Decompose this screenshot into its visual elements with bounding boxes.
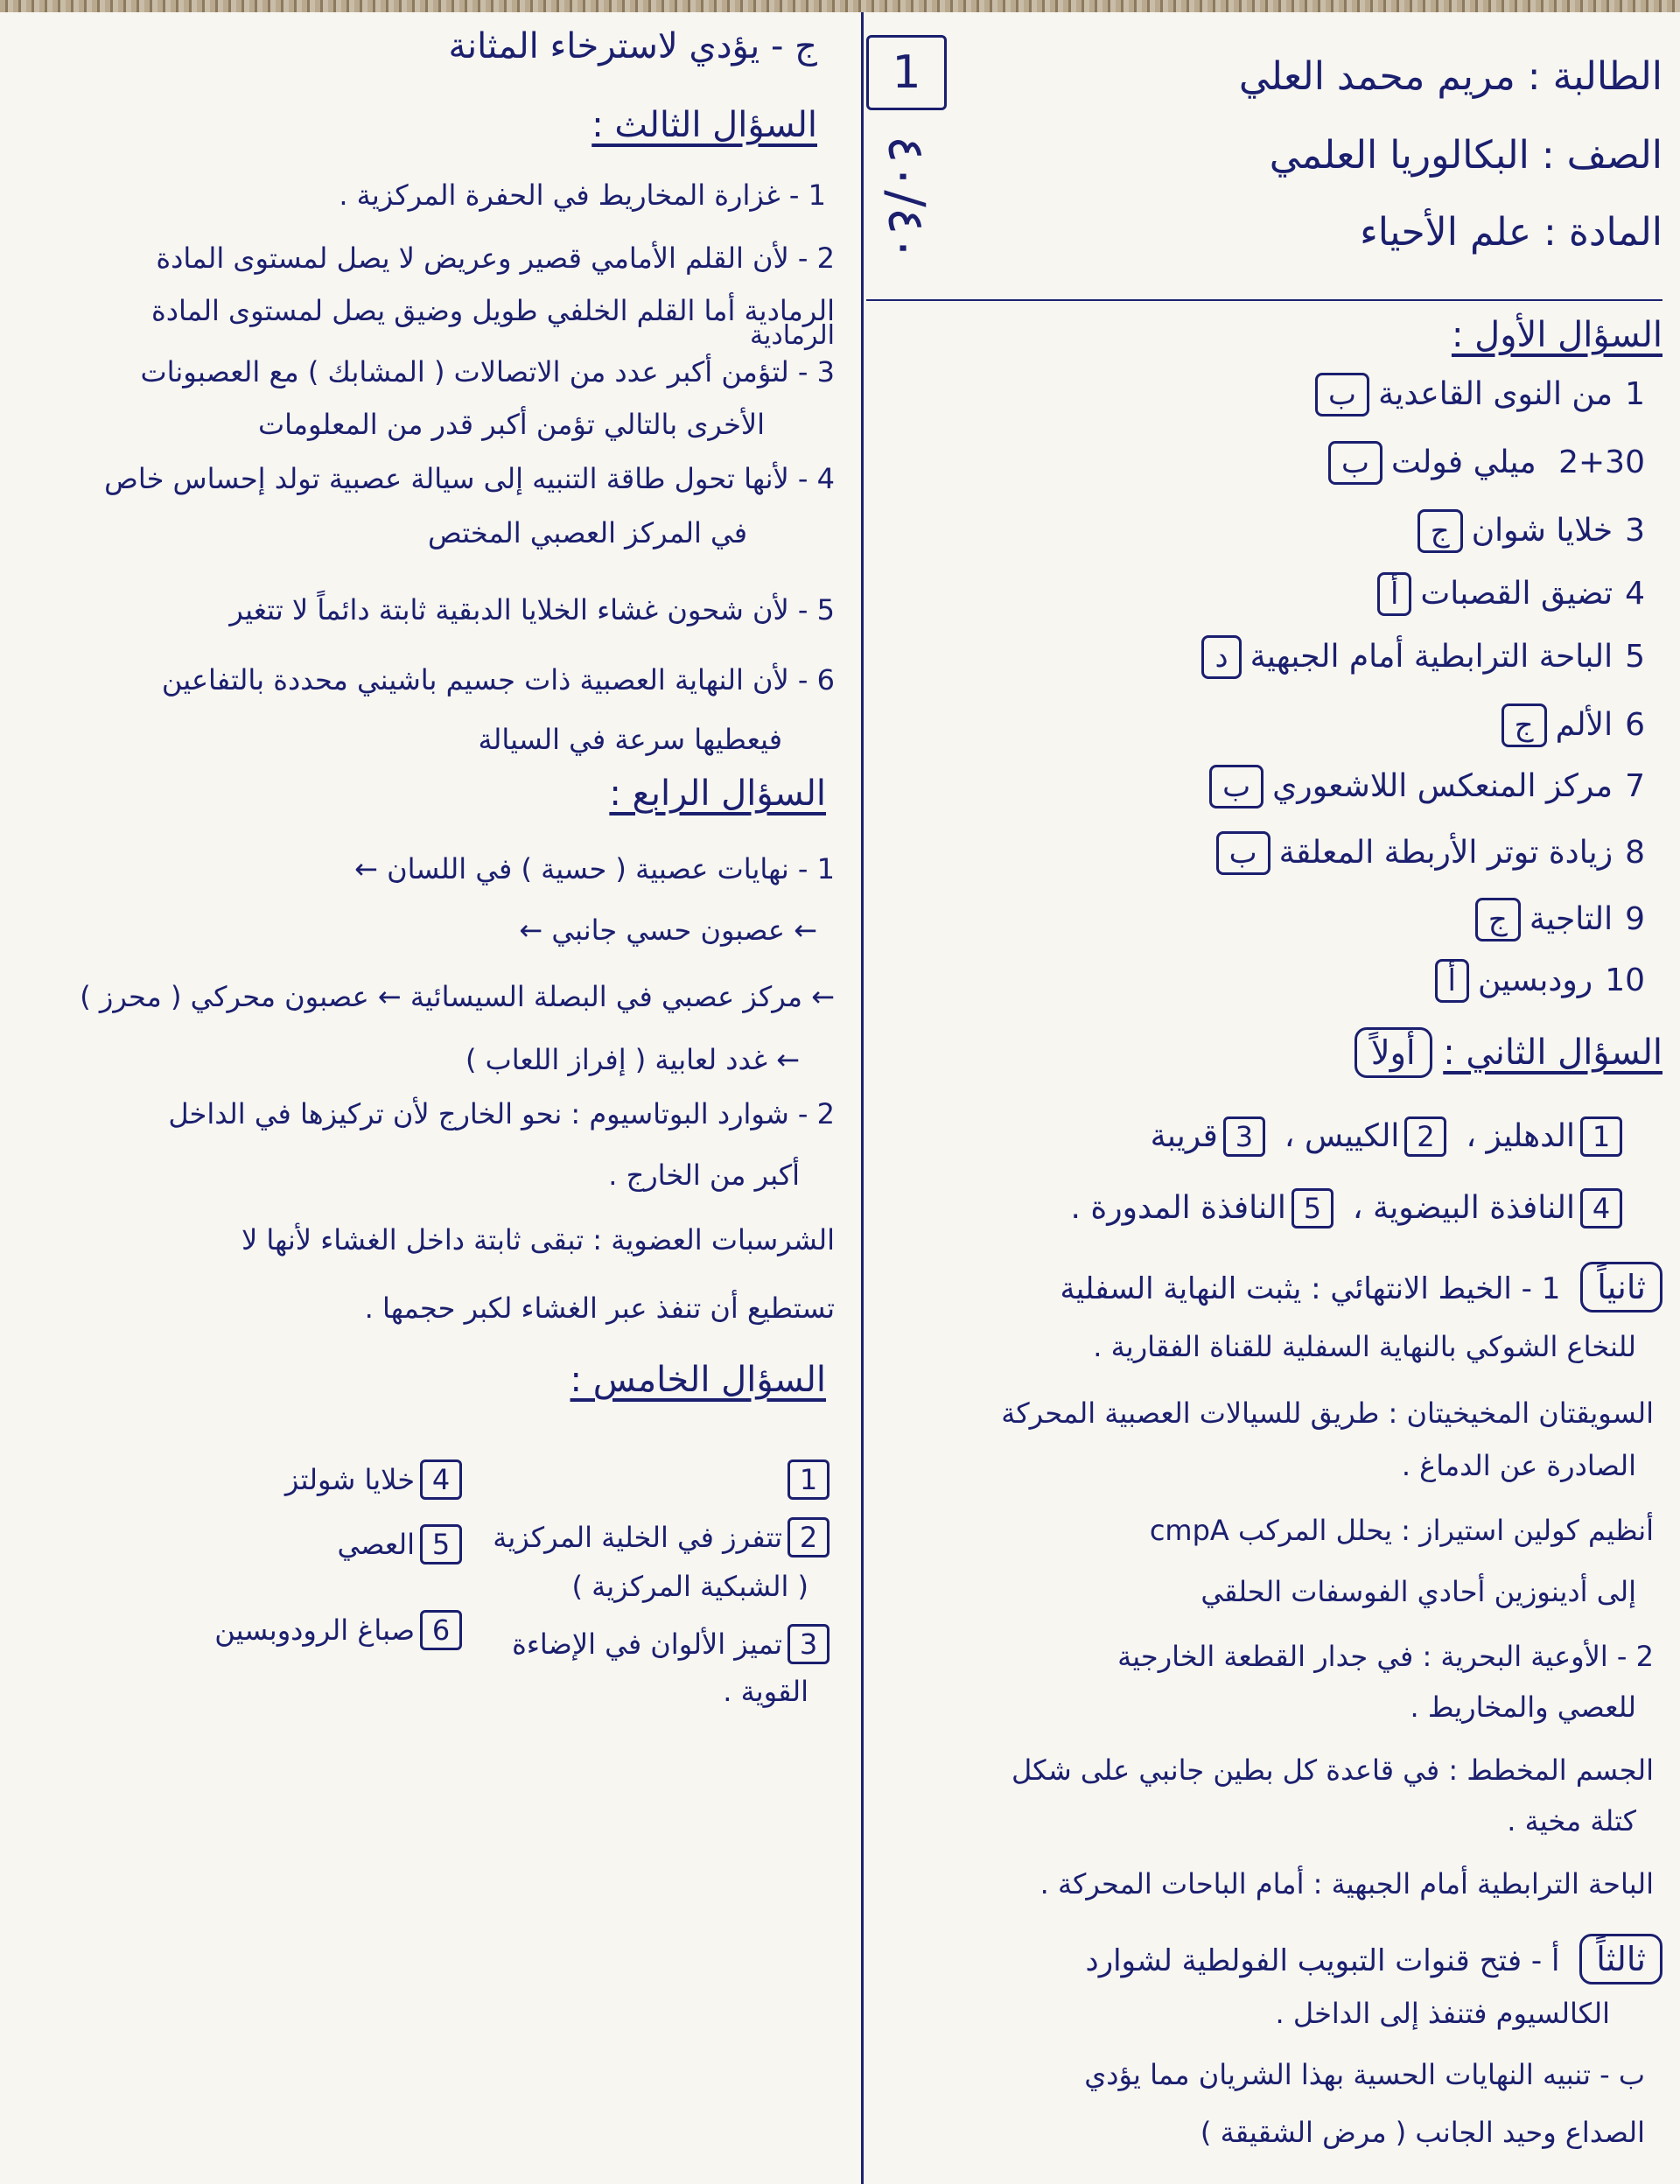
q4-answer-line: ← مركز عصبي في البصلة السيسائية ← عصبون محركي ( محرز ) (80, 980, 835, 1013)
q1-item-choice: ب (1315, 373, 1369, 416)
q2-part1-line2 (1056, 1188, 1628, 1228)
q1-item-text: تضيق القصبات (1420, 576, 1614, 612)
q2-part1-line1 (1137, 1116, 1628, 1157)
q4-answer-line: 1 - نهايات عصبية ( حسية ) في اللسان ← (354, 852, 835, 886)
q1-item-number: 4 (1625, 576, 1645, 612)
q3-answer-line: 5 - لأن شحون غشاء الخلايا الدبقية ثابتة دائماً لا تتغير (229, 593, 835, 626)
q1-item-text: التاجية (1529, 901, 1614, 937)
q1-item-number: 7 (1625, 768, 1645, 804)
q1-item (1426, 959, 1645, 1003)
q4-answer-line: أكبر من الخارج . (608, 1158, 800, 1192)
q1-item-number: 9 (1625, 901, 1645, 937)
q1-item-choice: ب (1216, 831, 1270, 875)
q5-answer-text: العصي (337, 1528, 415, 1561)
q3-answer-line: في المركز العصبي المختص (428, 516, 747, 550)
q1-item-text: الباحة الترابطية أمام الجبهية (1250, 639, 1614, 675)
q1-item-text: زيادة توتر الأربطة المعلقة (1278, 835, 1614, 871)
q4-answer-line: 2 - شوارد البوتاسيوم : نحو الخارج لأن تركيزها في الداخل (168, 1097, 835, 1130)
q4-answer-line: ← عصبون حسي جانبي ← (519, 914, 817, 947)
q2-blank-number: 1 (1580, 1116, 1622, 1157)
q1-item-text: +30 ميلي فولت (1391, 444, 1645, 480)
q2-part2-line: 1 - الخيط الانتهائي : يثبت النهاية السفلية (1060, 1271, 1561, 1306)
q5-answer-text: تميز الألوان في الإضاءة (512, 1628, 782, 1661)
q2-part3-line: الكالسيوم فتنفذ إلى الداخل . (1275, 1997, 1610, 2030)
q1-item-choice: ب (1328, 441, 1382, 485)
q3-answer-line: 2 - لأن القلم الأمامي قصير وعريض لا يصل لمستوى المادة (156, 242, 835, 275)
q4-title: السؤال الرابع : (609, 774, 826, 814)
q1-item-number: 8 (1625, 835, 1645, 871)
q5-answer-number: 2 (788, 1517, 830, 1558)
q5-answer-number: 3 (788, 1624, 830, 1664)
q2-blank-answer: قريبة (1150, 1118, 1218, 1154)
q1-item-text: خلايا شوان (1471, 513, 1614, 549)
q1-item-number: 3 (1625, 513, 1645, 549)
q1-item (1306, 373, 1645, 416)
q1-item (1409, 509, 1645, 553)
q1-item (1200, 765, 1645, 808)
q2-part1-label: أولاً (1354, 1027, 1432, 1078)
q4-answer-line: تستطيع أن تنفذ عبر الغشاء لكبر حجمها . (364, 1292, 835, 1325)
q5-answer-text: ( الشبكية المركزية ) (571, 1570, 808, 1603)
q1-item-number: 10 (1605, 962, 1645, 998)
q1-item-text: الألم (1555, 707, 1614, 743)
column-divider (861, 12, 864, 2184)
q1-item-choice: ج (1502, 704, 1547, 747)
q1-continuation: ج - يؤدي لاسترخاء المثانة (448, 26, 817, 66)
q1-item-text: رودبسين (1477, 962, 1593, 998)
q2-part2-line: الباحة الترابطية أمام الجبهية : أمام الباحات المحركة . (1040, 1867, 1654, 1900)
q1-item (1368, 572, 1645, 616)
q2-part3-line: أ - فتح قنوات التبويب الفولطية لشوارد (1085, 1943, 1560, 1978)
q2-part2-line: للنخاع الشوكي بالنهاية السفلية للقناة الفقارية . (1093, 1330, 1636, 1363)
q5-answer-number: 1 (788, 1460, 830, 1500)
q3-answer-line: 3 - لتؤمن أكبر عدد من الاتصالات ( المشابك ) مع العصبونات (140, 355, 835, 388)
q5-answer-number: 4 (420, 1460, 462, 1500)
q2-title: السؤال الثاني : (1443, 1032, 1662, 1073)
student-class: الصف : البكالوريا العلمي (1269, 133, 1662, 178)
q2-blank-answer: النافذة البيضوية ، (1352, 1190, 1575, 1226)
q1-item (1208, 831, 1645, 875)
q5-answer (571, 1570, 808, 1603)
q5-answer-number: 6 (420, 1610, 462, 1650)
q2-blank-answer: النافذة المدورة . (1070, 1190, 1286, 1226)
q1-item-number: 6 (1625, 707, 1645, 743)
header-separator (866, 299, 1662, 301)
q1-item (1193, 635, 1645, 679)
q2-blank-number: 4 (1580, 1188, 1622, 1228)
q1-item-choice: د (1201, 635, 1241, 679)
q2-blank-number: 5 (1292, 1188, 1334, 1228)
q2-part2-line: الجسم المخطط : في قاعدة كل بطين جانبي على شكل (1011, 1754, 1654, 1787)
q1-item (1466, 898, 1645, 942)
q5-answer (782, 1460, 835, 1500)
q1-item-text: من النوى القاعدية (1378, 376, 1614, 412)
q3-answer-line: الرمادية أما القلم الخلفي طويل وضيق يصل لمستوى المادة (150, 294, 835, 327)
q1-title: السؤال الأول : (1451, 315, 1662, 355)
q1-item-choice: أ (1377, 572, 1411, 616)
q5-answer (512, 1624, 835, 1664)
q2-heading (1344, 1027, 1662, 1078)
q5-title: السؤال الخامس : (570, 1360, 826, 1400)
q3-answer-line: 4 - لأنها تحول طاقة التنبيه إلى سيالة عصبية تولد إحساس خاص (104, 462, 835, 495)
q5-answer (493, 1517, 835, 1558)
q2-blank-answer: الدهليز ، (1466, 1118, 1575, 1154)
q5-answer (285, 1460, 467, 1500)
q5-answer-text: صباغ الرودوبسين (214, 1614, 415, 1647)
page-number-box: 1 (866, 35, 947, 110)
student-name: الطالبة : مريم محمد العلي (1238, 54, 1662, 99)
q2-blank-answer: الكييس ، (1284, 1118, 1400, 1154)
q2-part3-line: ب - تنبيه النهايات الحسية بهذا الشريان مما يؤدي (1084, 2058, 1645, 2091)
grade-mark: ٤٠/٤٠ (877, 135, 936, 262)
exam-subject: المادة : علم الأحياء (1360, 210, 1662, 255)
q2-part2-line: الصادرة عن الدماغ . (1401, 1449, 1636, 1482)
q5-answer-text: القوية . (723, 1675, 808, 1708)
q1-item-choice: ج (1475, 898, 1521, 942)
q3-title: السؤال الثالث : (592, 105, 817, 145)
q3-answer-line: الأخرى بالتالي تؤمن أكبر قدر من المعلومات (257, 408, 765, 441)
q2-part2-first (1060, 1262, 1662, 1312)
q1-item-choice: أ (1435, 959, 1469, 1003)
q1-item-number: 5 (1625, 639, 1645, 675)
q2-part2-line: 2 - الأوعية البحرية : في جدار القطعة الخارجية (1117, 1640, 1654, 1673)
q2-part2-line: للعصي والمخاريط . (1410, 1690, 1636, 1724)
q1-item-choice: ب (1209, 765, 1264, 808)
q1-item-number: 1 (1625, 376, 1645, 412)
q2-part3-first (1086, 1934, 1662, 1984)
q3-answer-line: الرمادية (749, 320, 835, 351)
q2-part2-line: السويقتان المخيخيتان : طريق للسيالات العصبية المحركة (1001, 1396, 1654, 1430)
q2-part3-line: الصداع وحيد الجانب ( مرض الشقيقة ) (1200, 2116, 1645, 2149)
q1-item-number: 2 (1558, 444, 1579, 480)
q5-answer-number: 5 (420, 1524, 462, 1564)
q1-item-text: مركز المنعكس اللاشعوري (1272, 768, 1614, 804)
q2-part2-line: أنظيم كولين استيراز : يحلل المركب cmpA (1149, 1514, 1654, 1547)
q2-blank-number: 3 (1223, 1116, 1265, 1157)
q4-answer-line: ← غدد لعابية ( إفراز اللعاب ) (466, 1043, 800, 1076)
q1-item (1320, 441, 1645, 485)
q1-item (1493, 704, 1645, 747)
q1-item-choice: ج (1418, 509, 1463, 553)
q2-part2-label: ثانياً (1580, 1262, 1662, 1312)
q2-part2-line: إلى أدينوزين أحادي الفوسفات الحلقي (1200, 1575, 1636, 1608)
q2-blank-number: 2 (1404, 1116, 1446, 1157)
q2-part3-label: ثالثاً (1579, 1934, 1662, 1984)
q5-answer (214, 1610, 467, 1650)
q5-answer-text: خلايا شولتز (284, 1463, 415, 1496)
q5-answer (723, 1675, 808, 1708)
q5-answer-text: تتفرز في الخلية المركزية (493, 1521, 782, 1554)
q2-part2-line: كتلة مخية . (1507, 1804, 1636, 1838)
q3-answer-line: 1 - غزارة المخاريط في الحفرة المركزية . (339, 178, 826, 212)
q5-answer (338, 1524, 468, 1564)
q3-answer-line: فيعطيها سرعة في السيالة (478, 723, 782, 756)
q4-answer-line: الشرسبات العضوية : تبقى ثابتة داخل الغشاء لأنها لا (241, 1223, 835, 1256)
q3-answer-line: 6 - لأن النهاية العصبية ذات جسيم باشيني محددة بالتفاعين (161, 663, 835, 696)
paper-top-edge (0, 0, 1680, 12)
